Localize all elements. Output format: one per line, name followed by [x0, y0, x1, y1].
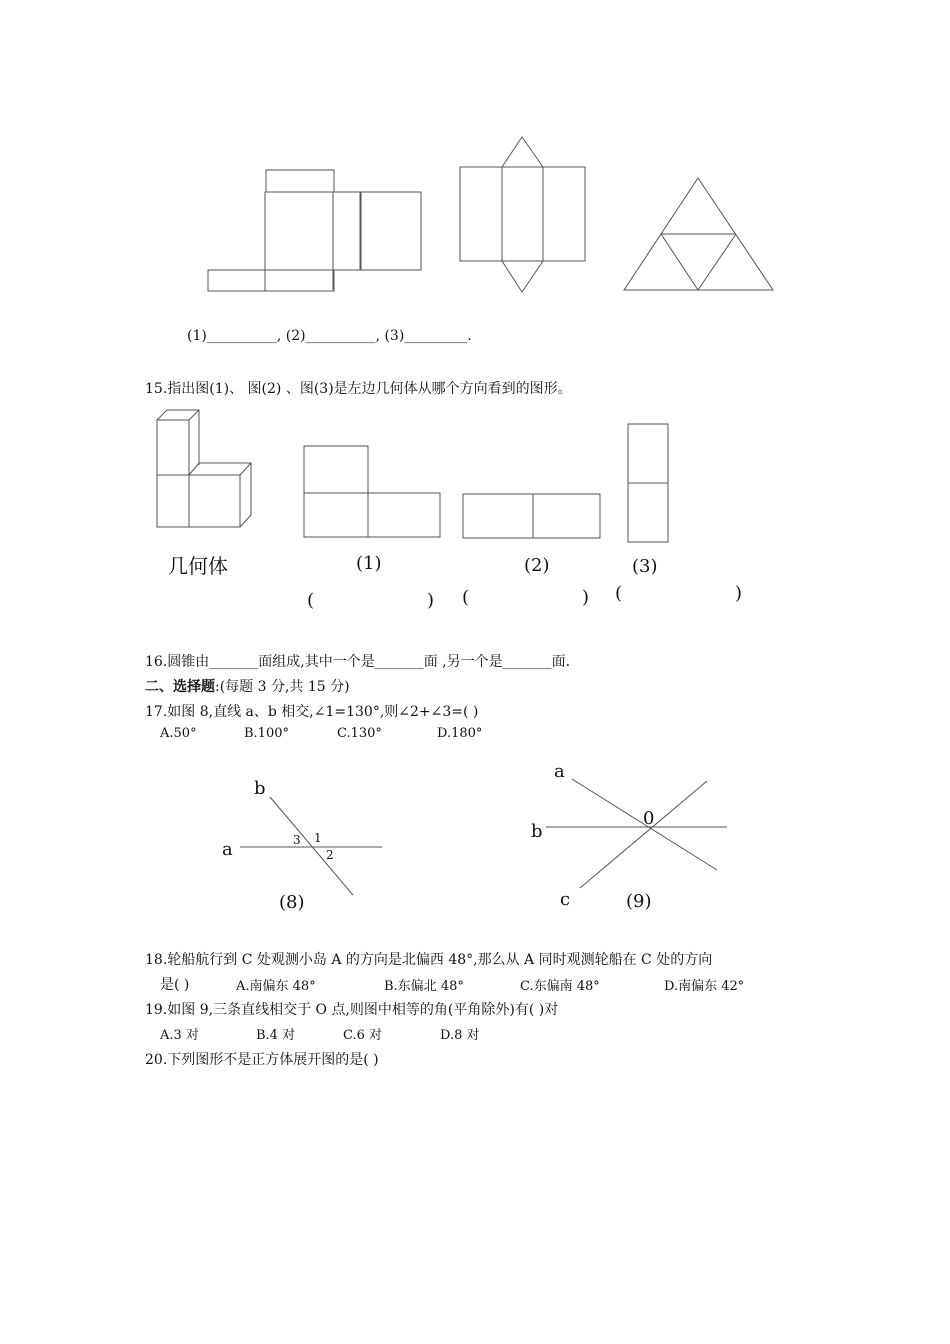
figure-9	[546, 779, 727, 888]
net-figure-2	[460, 137, 585, 292]
q14-blank-1[interactable]: (1)__________,	[187, 328, 282, 344]
fig9-label-c: c	[560, 889, 571, 910]
q17-stem: 17.如图 8,直线 a、b 相交,∠1=130°,则∠2+∠3=( )	[145, 704, 479, 720]
view-3	[628, 424, 668, 542]
answer-paren-open-1: (	[307, 590, 315, 611]
answer-paren-close-2: )	[582, 587, 590, 608]
answer-paren-close-3: )	[735, 583, 743, 604]
fig8-caption: (8)	[279, 892, 305, 913]
view-2	[463, 494, 600, 538]
q18-option-c[interactable]: C.东偏南 48°	[520, 979, 600, 994]
q18-option-d[interactable]: D.南偏东 42°	[664, 979, 745, 994]
q18-option-a[interactable]: A.南偏东 48°	[236, 979, 316, 994]
section-2-heading	[145, 676, 350, 696]
net-figure-3	[624, 178, 773, 290]
geometric-solid	[157, 410, 251, 527]
solid-label: 几何体	[168, 554, 228, 578]
q15-stem: 15.指出图(1)、 图(2) 、图(3)是左边几何体从哪个方向看到的图形。	[145, 381, 572, 397]
q19-option-d[interactable]: D.8 对	[440, 1028, 480, 1043]
q14-blank-3[interactable]: (3)_________.	[384, 328, 472, 344]
figure-8	[240, 797, 382, 895]
q18-option-b[interactable]: B.东偏北 48°	[384, 979, 464, 994]
q19-stem: 19.如图 9,三条直线相交于 O 点,则图中相等的角(平角除外)有( )对	[145, 1002, 559, 1018]
view-3-label: (3)	[632, 556, 658, 577]
q16-text: 16.圆锥由_______面组成,其中一个是_______面 ,另一个是_______面.	[145, 654, 571, 670]
view-2-label: (2)	[524, 555, 550, 576]
fig9-label-a: a	[554, 761, 565, 782]
answer-paren-open-3: (	[615, 583, 623, 604]
q20-stem: 20.下列图形不是正方体展开图的是( )	[145, 1052, 379, 1068]
fig9-center-o: 0	[643, 808, 655, 829]
fig8-label-a: a	[222, 839, 233, 860]
q19-option-b[interactable]: B.4 对	[256, 1028, 296, 1043]
fig8-angle-2: 2	[326, 848, 334, 862]
q19-option-c[interactable]: C.6 对	[343, 1028, 383, 1043]
section-2-title: 二、选择题	[145, 679, 215, 695]
section-2-note: :(每题 3 分,共 15 分)	[215, 679, 350, 695]
q17-option-c[interactable]: C.130°	[337, 726, 382, 741]
q14-blank-2[interactable]: (2)__________,	[285, 328, 381, 344]
view-1-label: (1)	[356, 553, 382, 574]
q17-option-d[interactable]: D.180°	[437, 726, 483, 741]
q14-blanks	[187, 328, 472, 344]
fig9-caption: (9)	[626, 891, 652, 912]
answer-paren-open-2: (	[462, 587, 470, 608]
fig8-label-b: b	[254, 778, 266, 799]
view-1	[304, 446, 440, 537]
answer-paren-close-1: )	[427, 590, 435, 611]
q17-option-b[interactable]: B.100°	[244, 726, 289, 741]
q18-lead: 是( )	[160, 977, 190, 993]
q18-stem: 18.轮船航行到 C 处观测小岛 A 的方向是北偏西 48°,那么从 A 同时观测轮船在 C 处的方向	[145, 952, 713, 968]
net-figure-1	[208, 170, 421, 291]
fig8-angle-3: 3	[293, 833, 301, 847]
fig8-angle-1: 1	[314, 831, 322, 845]
q17-option-a[interactable]: A.50°	[160, 726, 197, 741]
fig9-label-b: b	[531, 821, 543, 842]
q19-option-a[interactable]: A.3 对	[160, 1028, 199, 1043]
